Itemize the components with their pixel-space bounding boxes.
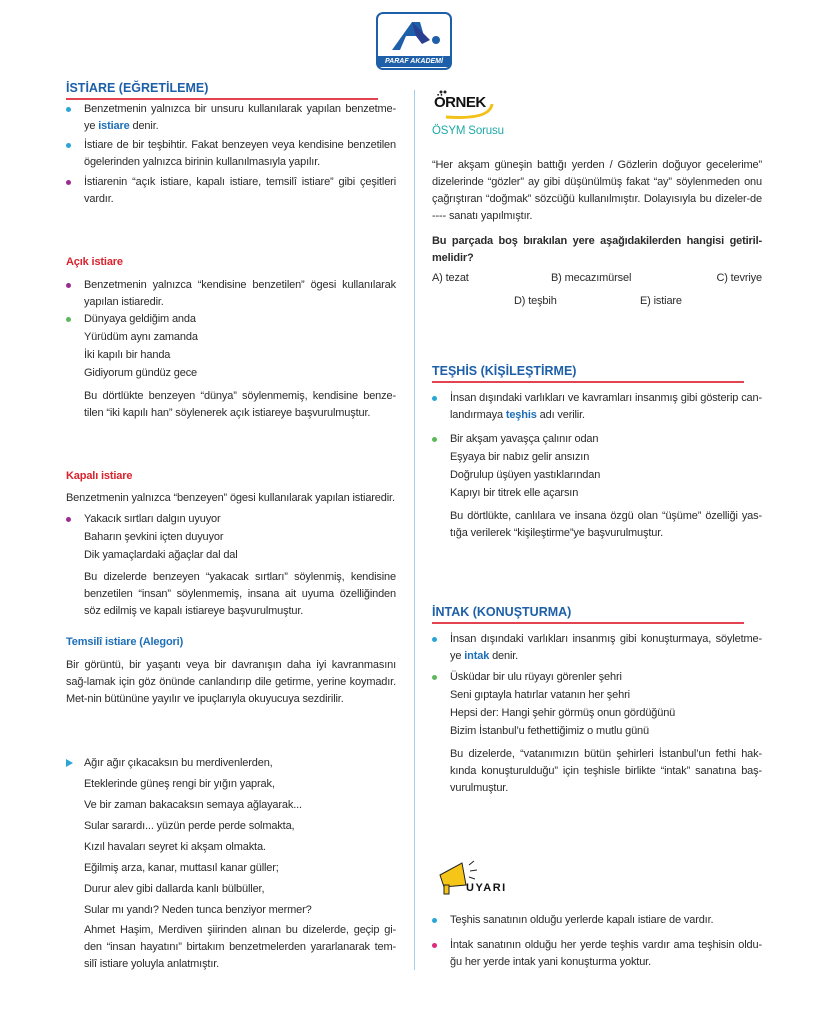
logo-mark-icon [378, 14, 450, 56]
poem-line: Kızıl havaları seyret ki akşam olmakta. [84, 841, 266, 853]
poem-line: Ve bir zaman bakacaksın semaya ağlayarak... [84, 799, 302, 811]
text: adı verilir. [536, 409, 585, 421]
option-a[interactable]: A) tezat [432, 272, 469, 284]
poem-line: Seni gıptayla hatırlar vatanın her şehri [450, 689, 630, 701]
bullet-icon [432, 437, 437, 442]
poem-line: Dünyaya geldiğim anda [84, 313, 196, 325]
subheading-temsili-istiare: Temsilî istiare (Alegori) [66, 636, 184, 648]
poem-line: Doğrulup üşüyen yastıklarından [450, 469, 601, 481]
note-teshis: Bu dörtlükte, canlılara ve insana özgü olan “üşüme” özelliği yas-tığa verilerek “kişileştirme”ye başvurulmuştur. [450, 510, 762, 539]
heading-underline [432, 381, 744, 383]
poem-line: Üsküdar bir ulu rüyayı görenler şehri [450, 671, 622, 683]
poem-line: Hepsi der: Hangi şehir görmüş onun gördüğünü [450, 707, 676, 719]
poem-line: Durur alev gibi dallarda kanlı bülbüller, [84, 883, 265, 895]
poem-line: Sular sarardı... yüzün perde perde solmakta, [84, 820, 295, 832]
subheading-kapali-istiare: Kapalı istiare [66, 470, 133, 482]
text: Benzetmenin yalnızca “kendisine benzetilen” ögesi kullanılarak yapılan istiaredir. [84, 279, 396, 308]
list-item [84, 277, 396, 311]
section-heading-intak: İNTAK (KONUŞTURMA) [432, 605, 572, 619]
desc-kapali: Benzetmenin yalnızca “benzeyen” ögesi kullanılarak yapılan istiaredir. [66, 492, 395, 504]
option-c[interactable]: C) tevriye [716, 272, 762, 284]
list-item [450, 937, 762, 971]
ornek-badge [432, 88, 494, 120]
poem-acik [84, 311, 396, 382]
options-row-2 [432, 293, 762, 310]
poem-line: Gidiyorum gündüz gece [84, 367, 198, 379]
bullet-icon [66, 317, 71, 322]
triangle-bullet-icon [66, 759, 73, 767]
heading-underline [432, 622, 744, 624]
text: denir. [129, 120, 159, 132]
right-column [432, 88, 762, 971]
list-item [84, 101, 396, 135]
section-heading-istiare: İSTİARE (EĞRETİLEME) [66, 81, 209, 95]
text: İnsan dışındaki varlıkları insanmış gibi konuşturmaya, söyletme-ye [450, 633, 762, 662]
term-teshis: teşhis [505, 409, 537, 421]
subheading-acik-istiare: Açık istiare [66, 256, 123, 268]
heading-underline [66, 98, 378, 100]
option-d[interactable]: D) teşbih [514, 295, 557, 307]
list-item [450, 912, 762, 929]
poem-teshis [450, 431, 762, 502]
text: İstiarenin “açık istiare, kapalı istiare, temsilî istiare” gibi çeşitleri vardır. [84, 176, 396, 205]
poem-line: Yürüdüm aynı zamanda [84, 331, 198, 343]
poem-line: Bizim İstanbul’u fethettiğimiz o mutlu günü [450, 725, 649, 737]
note-intak: Bu dizelerde, “vatanımızın bütün şehirleri İstanbul’un fethi hak-kında konuşturulduğu” için teşhisle birlikte “intak” sanatına baş-vurulmuştur. [450, 748, 762, 794]
left-column [66, 80, 396, 973]
text: İnsan dışındaki varlıkları ve kavramları insanmış gibi gösterip can-landırmaya [450, 392, 762, 421]
term-istiare: istiare [98, 120, 130, 132]
list-item [84, 174, 396, 208]
poem-intak [450, 669, 762, 740]
option-b[interactable]: B) mecazımürsel [551, 272, 632, 284]
poem-line: Bir akşam yavaşça çalınır odan [450, 433, 599, 445]
question-text: “Her akşam güneşin battığı yerden / Gözlerin doğuyor gecelerime” dizelerinde “gözler” ay gibi düşünülmüş fakat “ay” söylenmeden onu çağrıştıran “doğmak” sözcüğü kullanılmıştır. Dolayısıyla bu dizeler-de ---- sanatı yapılmıştır. [432, 159, 762, 222]
column-divider [414, 90, 415, 970]
bullet-icon [66, 517, 71, 522]
options-row-1 [432, 270, 762, 287]
bullet-icon [432, 675, 437, 680]
poem-line: Kapıyı bir titrek elle açarsın [450, 487, 579, 499]
section-heading-teshis: TEŞHİS (KİŞİLEŞTİRME) [432, 364, 577, 378]
list-item [84, 137, 396, 171]
note-kapali: Bu dizelerde benzeyen “yakacak sırtları” söylenmiş, kendisine benzetilen “insan” söylenmemiş, insana ait uyuma özelliğinden söz edilmiş ve kapalı istiareye başvurulmuştur. [84, 571, 396, 617]
bullet-icon [432, 396, 437, 401]
poem-line: Eğilmiş arza, kanar, muttasıl kanar güller; [84, 862, 279, 874]
list-item [450, 390, 762, 424]
poem-merdiven [84, 753, 396, 921]
bullet-icon [66, 143, 71, 148]
bullet-icon [66, 283, 71, 288]
poem-line: Baharın şevkini içten duyuyor [84, 531, 224, 543]
osym-label: ÖSYM Sorusu [432, 125, 504, 137]
poem-line: Dik yamaçlardaki ağaçlar dal dal [84, 549, 238, 561]
poem-line: İki kapılı bir handa [84, 349, 171, 361]
desc-temsili: Bir görüntü, bir yaşantı veya bir davranışın daha iyi kavranmasını sağ-lamak için göz önünde canlandırıp dile getirme, yerine koymadır. Met-nin bütününe yayılır ve ipuçlarıyla okuyucuya sezdirilir. [66, 659, 396, 705]
poem-line: Yakacık sırtları dalgın uyuyor [84, 513, 221, 525]
text: denir. [489, 650, 519, 662]
poem-line: Eşyaya bir nabız gelir ansızın [450, 451, 590, 463]
logo-text: PARAF AKADEMİ [378, 56, 450, 67]
bullet-icon [432, 943, 437, 948]
ornek-label: ÖRNEK [434, 94, 486, 111]
uyari-label: UYARI [466, 882, 507, 894]
poem-line: Eteklerinde güneş rengi bir yığın yaprak, [84, 778, 275, 790]
poem-kapali [84, 511, 396, 564]
term-intak: intak [464, 650, 490, 662]
question-prompt: Bu parçada boş bırakılan yere aşağıdakilerden hangisi getiril-melidir? [432, 235, 762, 264]
paraf-akademi-logo [376, 12, 452, 70]
poem-line: Sular mı yandı? Neden tunca benziyor mermer? [84, 904, 312, 916]
bullet-icon [432, 637, 437, 642]
poem-line: Ağır ağır çıkacaksın bu merdivenlerden, [84, 757, 273, 769]
text: İstiare de bir teşbihtir. Fakat benzeyen veya kendisine benzetilen ögelerinden yalnızca birinin kullanılmasıyla yapılır. [84, 139, 396, 168]
bullet-icon [66, 107, 71, 112]
list-item [450, 631, 762, 665]
bullet-icon [432, 918, 437, 923]
bullet-icon [66, 180, 71, 185]
text: Teşhis sanatının olduğu yerlerde kapalı istiare de vardır. [450, 914, 714, 926]
text: Benzetmenin yalnızca bir unsuru kullanılarak yapılan benzetme-ye [84, 103, 396, 132]
text: İntak sanatının olduğu her yerde teşhis vardır ama teşhisin oldu-ğu her yerde intak yani konuşturma yoktur. [450, 939, 762, 968]
note-acik: Bu dörtlükte benzeyen “dünya” söylenmemiş, kendisine benze-tilen “iki kapılı han” söylenerek açık istiareye başvurulmuştur. [84, 390, 396, 419]
option-e[interactable]: E) istiare [640, 295, 682, 307]
uyari-badge [436, 857, 516, 899]
note-temsili: Ahmet Haşim, Merdiven şiirinden alınan bu dizelerde, geçip gi-den “insan hayatını” birtakım benzetmelerden yararlanarak tem-silî istiare yoluyla anlatmıştır. [84, 924, 396, 970]
